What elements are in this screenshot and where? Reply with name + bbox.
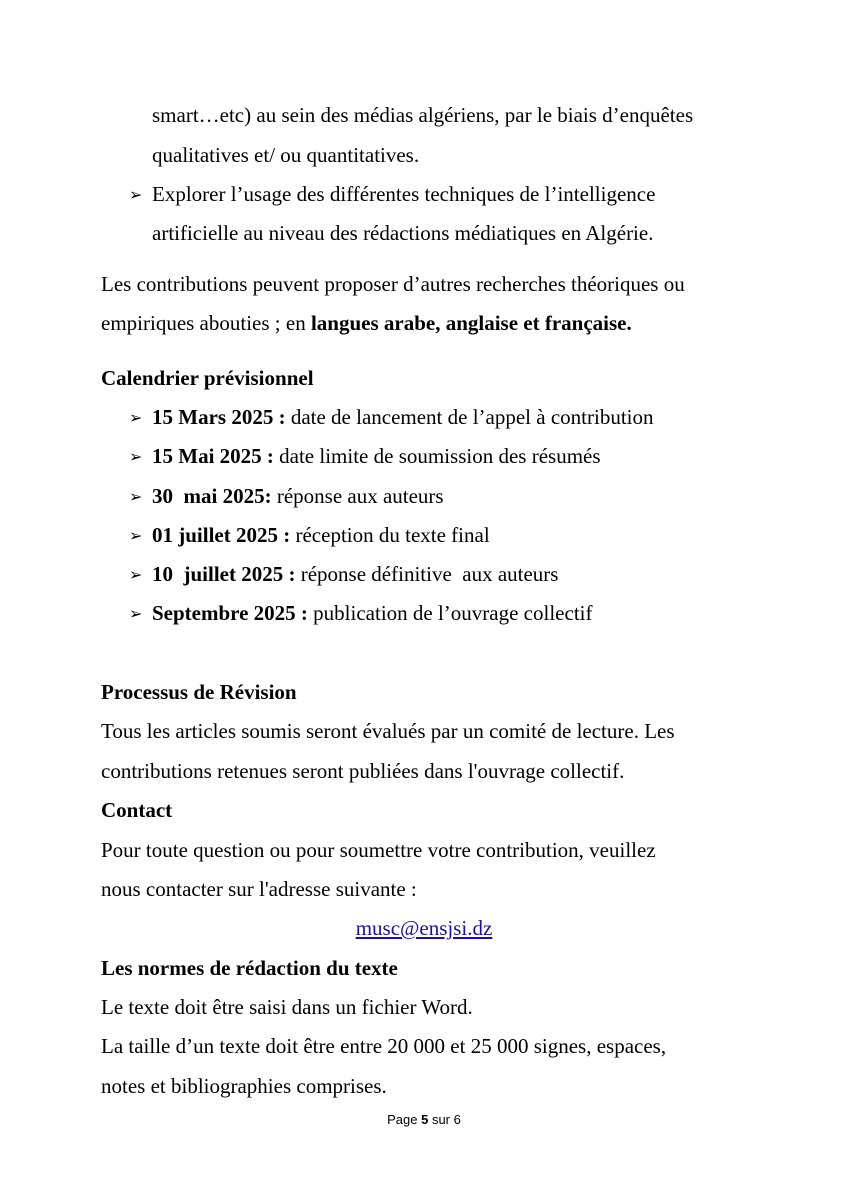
calendar-date: 15 Mai 2025 :	[152, 444, 274, 468]
revision-line-1: Tous les articles soumis seront évalués par un comité de lecture. Les	[101, 719, 675, 743]
calendar-item	[129, 562, 558, 587]
calendar-date: 30 mai 2025:	[152, 484, 272, 508]
calendar-date: 15 Mars 2025 :	[152, 405, 286, 429]
calendar-date: Septembre 2025 :	[152, 601, 308, 625]
intro-bullet-item	[129, 182, 655, 207]
page-footer	[0, 1112, 848, 1127]
norms-heading: Les normes de rédaction du texte	[101, 956, 398, 980]
calendar-date: 10 juillet 2025 :	[152, 562, 296, 586]
contributions-line-2	[101, 311, 632, 335]
arrow-bullet-icon: ➢	[129, 604, 143, 623]
norms-line-1: Le texte doit être saisi dans un fichier Word.	[101, 995, 473, 1019]
arrow-bullet-icon: ➢	[129, 487, 143, 506]
calendar-date: 01 juillet 2025 :	[152, 523, 291, 547]
calendar-heading: Calendrier prévisionnel	[101, 366, 314, 390]
footer-prefix: Page	[387, 1112, 422, 1127]
norms-line-2: La taille d’un texte doit être entre 20 000 et 25 000 signes, espaces,	[101, 1034, 667, 1058]
intro-line-1: smart…etc) au sein des médias algériens, par le biais d’enquêtes	[152, 103, 694, 127]
contact-email-row	[0, 916, 848, 940]
contact-heading: Contact	[101, 798, 173, 822]
arrow-bullet-icon: ➢	[129, 565, 143, 584]
contributions-languages: langues arabe, anglaise et française.	[310, 311, 632, 335]
intro-bullet-text-2: artificielle au niveau des rédactions médiatiques en Algérie.	[152, 221, 654, 245]
revision-heading: Processus de Révision	[101, 680, 297, 704]
intro-line-2: qualitatives et/ ou quantitatives.	[152, 143, 420, 167]
calendar-item	[129, 405, 654, 430]
contact-line-2: nous contacter sur l'adresse suivante :	[101, 877, 417, 901]
arrow-bullet-icon: ➢	[129, 447, 143, 466]
calendar-text: réponse définitive aux auteurs	[295, 562, 559, 586]
footer-middle: sur	[428, 1112, 454, 1127]
calendar-text: réception du texte final	[290, 523, 490, 547]
arrow-bullet-icon: ➢	[129, 185, 143, 204]
revision-line-2: contributions retenues seront publiées dans l'ouvrage collectif.	[101, 759, 625, 783]
calendar-text: publication de l’ouvrage collectif	[307, 601, 593, 625]
calendar-text: réponse aux auteurs	[271, 484, 444, 508]
contributions-line-1: Les contributions peuvent proposer d’autres recherches théoriques ou	[101, 272, 685, 296]
calendar-item	[129, 484, 444, 509]
calendar-text: date de lancement de l’appel à contribution	[285, 405, 654, 429]
intro-bullet-text-1: Explorer l’usage des différentes techniques de l’intelligence	[152, 182, 656, 206]
footer-page-number: 5	[421, 1112, 429, 1127]
norms-line-3: notes et bibliographies comprises.	[101, 1074, 387, 1098]
calendar-item	[129, 444, 601, 469]
calendar-item	[129, 601, 592, 626]
footer-page-total: 6	[453, 1112, 461, 1127]
contact-email-link[interactable]: musc@ensjsi.dz	[355, 916, 493, 940]
calendar-item	[129, 523, 490, 548]
arrow-bullet-icon: ➢	[129, 526, 143, 545]
calendar-text: date limite de soumission des résumés	[273, 444, 601, 468]
arrow-bullet-icon: ➢	[129, 408, 143, 427]
contributions-prefix: empiriques abouties ; en	[101, 311, 311, 335]
contact-line-1: Pour toute question ou pour soumettre votre contribution, veuillez	[101, 838, 656, 862]
